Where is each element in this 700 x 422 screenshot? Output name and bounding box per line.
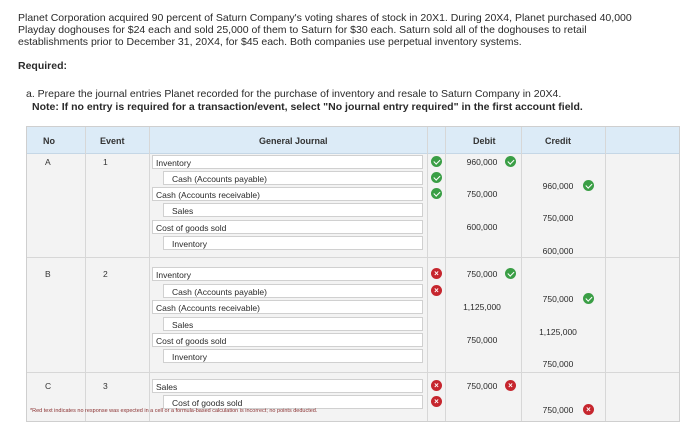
incorrect-x-icon: ×: [431, 268, 442, 279]
credit-amount[interactable]: 750,000: [542, 405, 574, 415]
header-credit: Credit: [545, 136, 572, 146]
account-field[interactable]: Cash (Accounts receivable): [152, 300, 423, 314]
debit-amount[interactable]: 750,000: [466, 189, 498, 199]
account-field[interactable]: Cost of goods sold: [152, 220, 423, 234]
required-heading: Required:: [18, 60, 68, 72]
problem-statement: [18, 12, 694, 49]
account-field[interactable]: Cash (Accounts payable): [163, 171, 423, 185]
journal-table: [26, 126, 680, 422]
problem-line-3: establishments prior to December 31, 20X4, for $45 each. Both companies use perpetual inventory systems.: [18, 36, 522, 49]
event-number: 2: [103, 269, 108, 279]
part-a-prompt: a. Prepare the journal entries Planet recorded for the purchase of inventory and resale to Saturn Company in 20X4.: [26, 88, 562, 100]
credit-x-icon: ×: [583, 404, 594, 415]
account-field[interactable]: Sales: [163, 203, 423, 217]
debit-amount[interactable]: 750,000: [466, 335, 498, 345]
account-field[interactable]: Cost of goods sold: [152, 333, 423, 347]
header-event: Event: [100, 136, 125, 146]
debit-amount[interactable]: 750,000: [466, 269, 498, 279]
header-general-journal: General Journal: [259, 136, 328, 146]
incorrect-x-icon: ×: [431, 285, 442, 296]
event-number: 3: [103, 381, 108, 391]
event-number: 1: [103, 157, 108, 167]
column-divider: [445, 127, 446, 421]
credit-amount[interactable]: 960,000: [542, 181, 574, 191]
entry-letter: B: [45, 269, 51, 279]
column-divider: [605, 127, 606, 421]
debit-amount[interactable]: 750,000: [466, 381, 498, 391]
part-a-note: Note: If no entry is required for a transaction/event, select "No journal entry required" in the first account field.: [32, 100, 583, 113]
journal-header: [27, 127, 679, 154]
debit-amount[interactable]: 1,125,000: [463, 302, 501, 312]
problem-line-2: Playday doghouses for $24 each and sold 25,000 of them to Saturn for $30 each. Saturn sold all of the doghouses to retail: [18, 24, 587, 37]
credit-amount[interactable]: 750,000: [542, 294, 574, 304]
credit-amount[interactable]: 600,000: [542, 246, 574, 256]
correct-check-icon: [431, 172, 442, 183]
entry-letter: A: [45, 157, 51, 167]
incorrect-x-icon: ×: [431, 380, 442, 391]
account-field[interactable]: Sales: [163, 317, 423, 331]
header-debit: Debit: [473, 136, 496, 146]
debit-check-icon: [505, 156, 516, 167]
account-field[interactable]: Inventory: [152, 155, 423, 169]
column-divider: [149, 127, 150, 421]
credit-amount[interactable]: 750,000: [542, 213, 574, 223]
debit-amount[interactable]: 600,000: [466, 222, 498, 232]
debit-amount[interactable]: 960,000: [466, 157, 498, 167]
correct-check-icon: [431, 188, 442, 199]
account-field[interactable]: Inventory: [163, 349, 423, 363]
credit-check-icon: [583, 180, 594, 191]
problem-line-1: Planet Corporation acquired 90 percent of Saturn Company's voting shares of stock in 20X1. During 20X4, Planet purchased 40,000: [18, 12, 632, 24]
account-field[interactable]: Cash (Accounts payable): [163, 284, 423, 298]
column-divider: [85, 127, 86, 421]
footnote: *Red text indicates no response was expected in a cell or a formula-based calculation is incorrect; no points deducted.: [30, 408, 318, 414]
group-divider: [27, 372, 679, 373]
credit-amount[interactable]: 1,125,000: [539, 327, 577, 337]
credit-amount[interactable]: 750,000: [542, 359, 574, 369]
entry-letter: C: [45, 381, 52, 391]
account-field[interactable]: Sales: [152, 379, 423, 393]
header-no: No: [43, 136, 55, 146]
column-divider: [427, 127, 428, 421]
account-field[interactable]: Cash (Accounts receivable): [152, 187, 423, 201]
incorrect-x-icon: ×: [431, 396, 442, 407]
correct-check-icon: [431, 156, 442, 167]
credit-check-icon: [583, 293, 594, 304]
account-field[interactable]: Inventory: [163, 236, 423, 250]
account-field[interactable]: Cost of goods sold: [163, 395, 423, 409]
column-divider: [521, 127, 522, 421]
debit-check-icon: [505, 268, 516, 279]
debit-x-icon: ×: [505, 380, 516, 391]
part-a-instructions: [26, 88, 694, 113]
account-field[interactable]: Inventory: [152, 267, 423, 281]
